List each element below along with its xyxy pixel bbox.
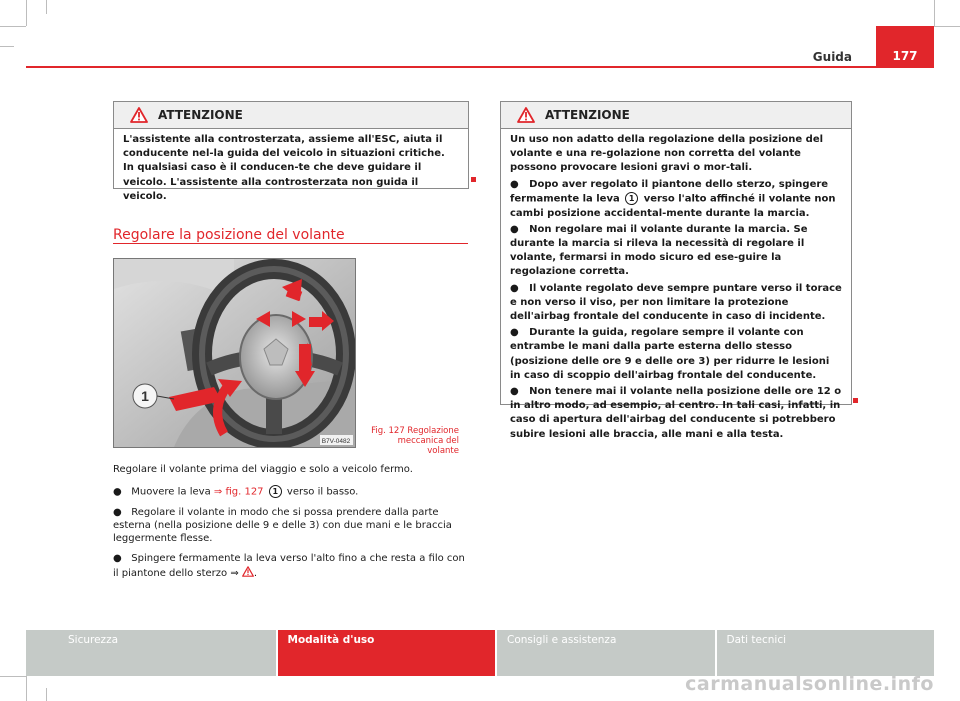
steering-wheel-illustration xyxy=(114,259,355,447)
crop-mark xyxy=(0,26,26,27)
callout-number: 1 xyxy=(269,485,282,498)
figure-code: B7V-0482 xyxy=(321,438,351,445)
warning-text: L'assistente alla controsterzata, assieme all'ESC, aiuta il conducente nel-la guida del veicolo in situazioni critiche. In qualsiasi caso è il conducen-te che deve guidare il veicolo. L'assistente alla controsterzata non guida il veicolo. xyxy=(123,134,445,202)
figure-caption: Fig. 127 Regolazione meccanica del volante xyxy=(371,426,459,456)
warning-box-right xyxy=(500,101,852,440)
warning-intro: Un uso non adatto della regolazione della posizione del volante e una re-golazione non corretta del volante possono provocare lesioni gravi o mor-tali. xyxy=(510,134,824,174)
warning-triangle-icon[interactable] xyxy=(242,566,254,577)
list-item: ● Dopo aver regolato il piantone dello sterzo, spingere fermamente la leva 1 verso l'alto affinché il volante non cambi posizione accidental-mente durante la marcia. xyxy=(510,178,836,219)
list-item: ● Spingere fermamente la leva verso l'alto fino a che resta a filo con il piantone dello sterzo ⇒ . xyxy=(113,553,465,580)
crop-mark xyxy=(26,676,27,701)
warning-title: ATTENZIONE xyxy=(545,108,630,122)
watermark: carmanualsonline.info xyxy=(685,673,934,695)
list-item: ● Non regolare mai il volante durante la marcia. Se durante la marcia si rileva la necessità di regolare il volante, fermarsi in modo sicuro ed ese-guire la regolazione corretta. xyxy=(510,223,808,278)
crop-mark xyxy=(0,676,26,677)
warning-text xyxy=(501,129,851,450)
crop-mark xyxy=(934,0,935,26)
section-end-marker xyxy=(471,177,476,182)
tab-sicurezza[interactable]: Sicurezza xyxy=(26,630,276,676)
list-item: ● Muovere la leva ⇒ fig. 127 1 verso il basso. xyxy=(113,486,359,498)
header-rule xyxy=(26,66,934,68)
list-item: ● Non tenere mai il volante nella posizione delle ore 12 o in altro modo, ad esempio, al centro. In tali casi, infatti, in caso di apertura dell'airbag del conducente si potrebbero subire lesioni alle braccia, alle mani e alla testa. xyxy=(510,385,842,440)
crop-mark xyxy=(934,26,960,27)
crop-mark xyxy=(26,0,27,26)
tab-consigli-e-assistenza[interactable]: Consigli e assistenza xyxy=(497,630,715,676)
warning-header xyxy=(501,102,851,129)
callout-number: 1 xyxy=(625,192,638,205)
crop-mark xyxy=(46,688,47,701)
crop-mark xyxy=(0,46,14,47)
list-item: ● Regolare il volante in modo che si possa prendere dalla parte esterna (nella posizione delle 9 e delle 3) con due mani e le braccia leggermente flesse. xyxy=(113,507,452,544)
steering-wheel-figure xyxy=(113,258,356,448)
warning-box-left xyxy=(113,101,469,202)
section-end-marker xyxy=(853,398,858,403)
footer-nav xyxy=(26,630,934,676)
warning-triangle-icon xyxy=(517,107,535,123)
figure-link[interactable]: ⇒ fig. 127 xyxy=(213,486,264,498)
instructions xyxy=(113,464,469,589)
list-item: ● Durante la guida, regolare sempre il volante con entrambe le mani dalla parte esterna dello stesso (posizione delle ore 9 e delle ore 3) per ridurre le lesioni in caso di scoppio dell'airbag frontale del conducente. xyxy=(510,327,830,381)
warning-header xyxy=(114,102,468,129)
running-header-section: Guida xyxy=(812,50,852,64)
warning-triangle-icon xyxy=(130,107,148,123)
tab-modalita-duso[interactable]: Modalità d'uso xyxy=(278,630,496,676)
tab-dati-tecnici[interactable]: Dati tecnici xyxy=(717,630,935,676)
intro-paragraph: Regolare il volante prima del viaggio e solo a veicolo fermo. xyxy=(113,464,413,475)
crop-mark xyxy=(46,0,47,14)
page-number: 177 xyxy=(876,26,934,68)
heading-rule xyxy=(113,243,468,244)
section-heading: Regolare la posizione del volante xyxy=(113,227,345,243)
figure-callout: 1 xyxy=(141,388,149,404)
warning-title: ATTENZIONE xyxy=(158,108,243,122)
list-item: ● Il volante regolato deve sempre puntare verso il torace e non verso il viso, per non limitare la protezione dell'airbag frontale del conducente in caso di incidente. xyxy=(510,282,842,322)
